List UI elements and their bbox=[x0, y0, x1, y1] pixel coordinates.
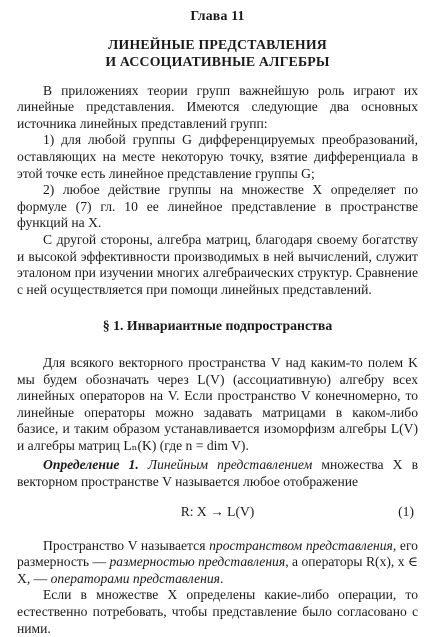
definition-term: Линейным представлением bbox=[147, 457, 313, 473]
formula-number: (1) bbox=[398, 503, 414, 519]
intro-paragraph-2: 1) для любой группы G дифференцируемых преобразований, оставляющих на месте некоторую точку, взятие дифференциала в этой точке есть линейное представление группы G; bbox=[17, 132, 418, 181]
formula-block bbox=[17, 504, 418, 522]
text-span: Пространство V называется bbox=[43, 537, 206, 553]
intro-paragraph-4: С другой стороны, алгебра матриц, благодаря своему богатству и высокой эффективности производимых в ней вычислений, служит эталоном при изучении многих алгебраических структур. Сравнение с ней осуществляется при помощи линейных представлений. bbox=[17, 231, 418, 297]
term-representation-operators: операторами представления bbox=[50, 570, 220, 586]
section-heading: § 1. Инвариантные подпространства bbox=[102, 318, 333, 334]
definition-text: множества X в векторном пространстве V называется любое отображение bbox=[17, 457, 418, 490]
definition-heading: Определение 1. bbox=[43, 457, 139, 473]
chapter-title bbox=[17, 36, 418, 70]
text-span: . bbox=[219, 570, 224, 586]
formula: R: X → L(V) bbox=[180, 503, 255, 519]
term-representation-dimension: размерностью представления bbox=[109, 554, 286, 570]
intro-paragraph-1: В приложениях теории групп важнейшую роль играют их линейные представления. Имеются следующие два основных источника линейных представлений групп: bbox=[17, 82, 418, 131]
representation-space-paragraph bbox=[17, 538, 418, 588]
intro-paragraph-3: 2) любое действие группы на множестве X определяет по формуле (7) гл. 10 ее линейное представление в пространстве функций на X. bbox=[17, 182, 418, 231]
text-span: , а операторы R(x), x ∈ X, — bbox=[17, 554, 418, 586]
last-paragraph: Если в множестве X определены какие-либо операции, то естественно потребовать, чтобы представление было согласовано с ними. bbox=[17, 587, 418, 636]
chapter-number: Глава 11 bbox=[190, 8, 245, 23]
term-representation-space: пространством представления bbox=[209, 537, 393, 553]
chapter-title-line-1: ЛИНЕЙНЫЕ ПРЕДСТАВЛЕНИЯ bbox=[108, 36, 327, 52]
definition-paragraph bbox=[17, 457, 418, 490]
section-paragraph-1: Для всякого векторного пространства V над каким-то полем K мы будем обозначать через L(V) (ассоциативную) алгебру всех линейных операторов на V. Если пространство V конечномерно, то линейные операторы можно задавать матрицами в каком-либо базисе, и таким образом устанавливается изоморфизм алгебры L(V) и алгебры матриц Lₙ(K) (где n = dim V). bbox=[17, 354, 418, 453]
text-span: , его размерность — bbox=[17, 537, 418, 570]
chapter-title-line-2: И АССОЦИАТИВНЫЕ АЛГЕБРЫ bbox=[105, 53, 330, 69]
